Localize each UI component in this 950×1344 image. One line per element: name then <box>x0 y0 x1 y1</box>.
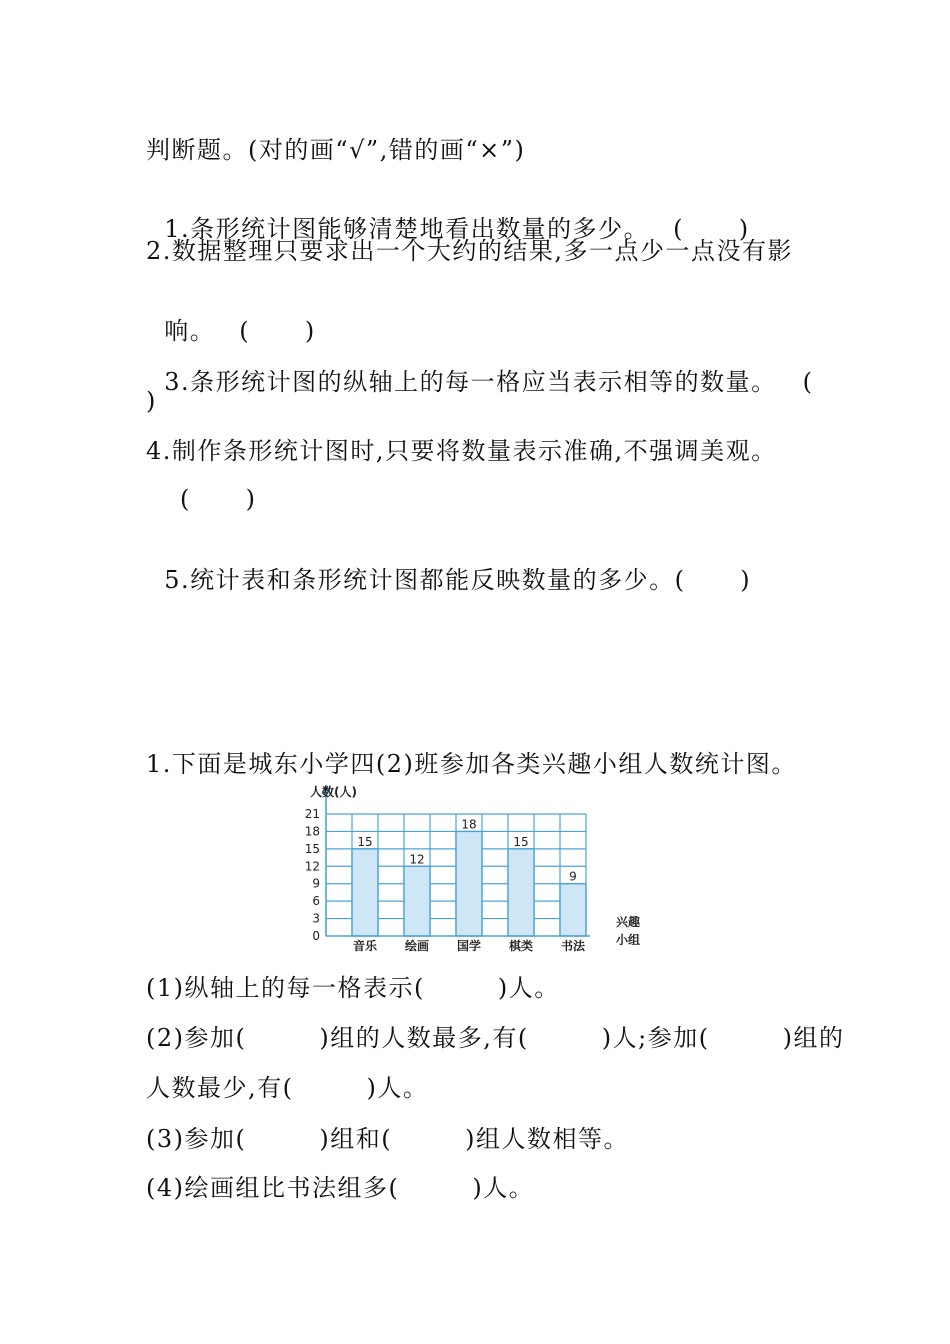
question-text: 3.条形统计图的纵轴上的每一格应当表示相等的数量。 <box>164 368 777 396</box>
bar-音乐 <box>352 849 378 936</box>
chart-axes <box>305 786 590 952</box>
bar-棋类 <box>508 849 534 936</box>
bar-value-label: 15 <box>513 834 529 849</box>
bar-chart <box>290 780 660 952</box>
bar-value-label: 15 <box>357 834 373 849</box>
y-axis-label: 人数(人) <box>310 785 357 799</box>
category-label: 书法 <box>560 939 586 952</box>
bar-value-label: 9 <box>569 869 577 884</box>
y-tick-label: 15 <box>304 841 320 856</box>
x-axis-label-line1: 兴趣 <box>616 915 641 929</box>
y-tick-label: 18 <box>304 824 320 839</box>
question-3 <box>146 337 814 397</box>
subquestion-1: (1)纵轴上的每一格表示( )人。 <box>146 974 560 1002</box>
question-1 <box>146 184 750 244</box>
answer-blank-close[interactable]: ) <box>146 387 157 415</box>
question-2: 2.数据整理只要求出一个大约的结果,多一点少一点没有影 <box>146 237 794 265</box>
answer-blank[interactable]: ( ) <box>673 215 750 243</box>
subquestion-3: (3)参加( )组和( )组人数相等。 <box>146 1125 630 1153</box>
y-tick-label: 0 <box>312 929 320 943</box>
y-tick-label: 6 <box>312 894 320 909</box>
bar-书法 <box>560 884 586 936</box>
answer-blank-open[interactable]: ( <box>802 368 814 396</box>
subquestion-2-continuation: 人数最少,有( )人。 <box>146 1074 429 1102</box>
bar-绘画 <box>404 866 430 936</box>
question-text: 响。 <box>164 317 216 345</box>
category-label: 音乐 <box>352 939 378 952</box>
y-tick-label: 12 <box>304 859 320 874</box>
answer-blank[interactable]: ( ) <box>674 566 752 594</box>
y-tick-label: 9 <box>312 876 320 891</box>
x-axis-label-line2: 小组 <box>616 933 641 947</box>
question-5 <box>146 535 751 595</box>
y-tick-label: 3 <box>312 911 320 926</box>
y-tick-label: 21 <box>304 807 320 821</box>
bar-value-label: 18 <box>461 817 477 832</box>
category-label: 国学 <box>456 939 482 952</box>
question-4: 4.制作条形统计图时,只要将数量表示准确,不强调美观。 <box>146 437 777 465</box>
question-text: 5.统计表和条形统计图都能反映数量的多少。 <box>164 566 675 594</box>
bar-国学 <box>456 831 482 936</box>
subquestion-4: (4)绘画组比书法组多( )人。 <box>146 1174 535 1202</box>
answer-blank[interactable]: ( ) <box>180 485 257 513</box>
subquestion-2: (2)参加( )组的人数最多,有( )人;参加( )组的 <box>146 1024 845 1052</box>
chart-question: 1.下面是城东小学四(2)班参加各类兴趣小组人数统计图。 <box>146 750 797 778</box>
question-text: 1.条形统计图能够清楚地看出数量的多少。 <box>164 215 650 243</box>
category-label: 棋类 <box>508 939 534 952</box>
section-heading: 判断题。(对的画“√”,错的画“×”) <box>146 136 526 164</box>
bar-value-label: 12 <box>409 852 425 867</box>
answer-blank[interactable]: ( ) <box>239 317 316 345</box>
category-label: 绘画 <box>404 939 430 952</box>
